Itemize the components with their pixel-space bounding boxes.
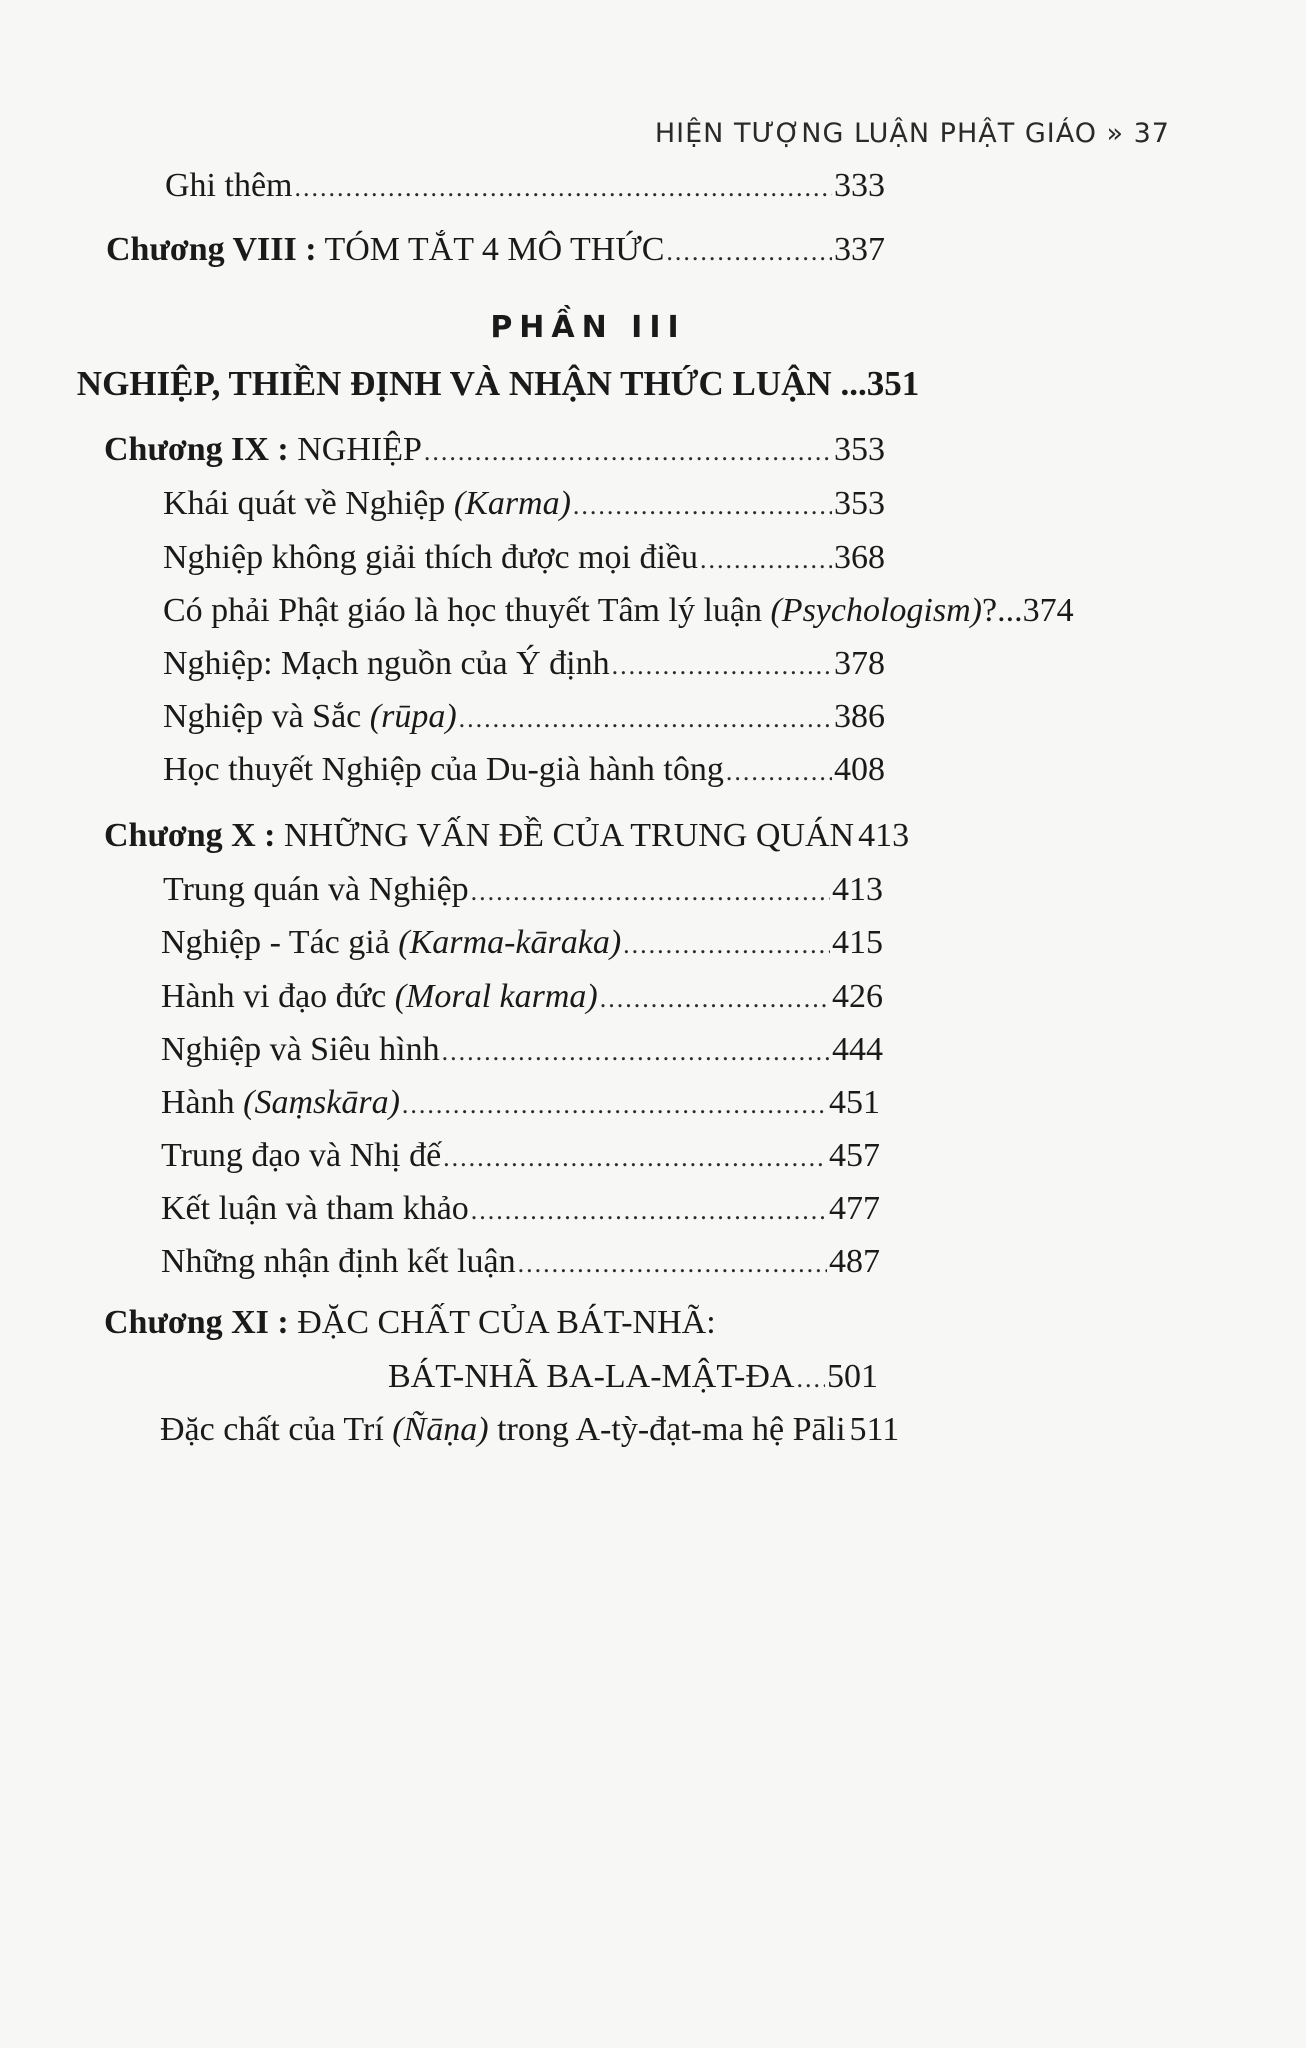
chapter-label xyxy=(106,228,664,272)
entry-label: Nghiệp: Mạch nguồn của Ý định xyxy=(163,645,610,682)
entry-label: Nghiệp - Tác giả (Karma-kāraka) xyxy=(161,924,622,961)
toc-chapter-entry xyxy=(104,814,910,860)
toc-chapter-entry xyxy=(106,228,885,274)
entry-label: BÁT-NHÃ BA-LA-MẬT-ĐA xyxy=(388,1358,795,1395)
dot-leader xyxy=(796,1357,825,1401)
page-number: 487 xyxy=(829,1243,880,1280)
dot-leader xyxy=(726,750,832,794)
dot-leader xyxy=(471,870,830,914)
toc-entry xyxy=(163,695,885,741)
dot-leader xyxy=(518,1242,827,1286)
toc-entry xyxy=(161,1028,883,1074)
toc-entry xyxy=(163,482,885,528)
chapter-number: Chương IX : xyxy=(104,431,289,468)
entry-label: Những nhận định kết luận xyxy=(161,1243,516,1280)
dot-leader xyxy=(600,977,830,1021)
page-number: 333 xyxy=(834,167,885,204)
toc-entry xyxy=(163,868,883,914)
page-number: 444 xyxy=(832,1031,883,1068)
page-number: 353 xyxy=(834,485,885,522)
chapter-number: Chương VIII : xyxy=(106,231,317,268)
chapter-title: NGHIỆP xyxy=(288,431,422,468)
dot-leader xyxy=(402,1083,827,1127)
entry-label: Nghiệp không giải thích được mọi điều xyxy=(163,539,698,576)
toc-entry xyxy=(161,921,883,967)
entry-label: Nghiệp và Sắc (rūpa) xyxy=(163,698,457,735)
page-number: 451 xyxy=(829,1084,880,1121)
entry-italic-term: (Moral karma) xyxy=(394,978,598,1015)
toc-entry xyxy=(163,536,885,582)
toc-entry xyxy=(161,1187,880,1233)
toc-entry xyxy=(165,164,885,210)
toc-entry xyxy=(163,642,885,688)
page-number: 378 xyxy=(834,645,885,682)
part-subtitle: NGHIỆP, THIỀN ĐỊNH VÀ NHẬN THỨC LUẬN ...351 xyxy=(76,364,920,403)
dot-leader xyxy=(471,1189,827,1233)
entry-italic-term: (Psychologism) xyxy=(770,592,982,629)
page-number: 457 xyxy=(829,1137,880,1174)
page-number: 337 xyxy=(834,231,885,268)
toc-entry xyxy=(161,1081,880,1127)
part-title: PHẦN III xyxy=(490,310,686,345)
toc-entry xyxy=(161,1134,880,1180)
chapter-number: Chương XI : xyxy=(104,1304,289,1341)
page-number: 426 xyxy=(832,978,883,1015)
page-number: 415 xyxy=(832,924,883,961)
entry-label: Kết luận và tham khảo xyxy=(161,1190,469,1227)
page-number: 501 xyxy=(827,1358,878,1395)
chapter-label xyxy=(104,814,854,858)
chapter-title: NHỮNG VẤN ĐỀ CỦA TRUNG QUÁN xyxy=(275,817,855,854)
entry-italic-term: (rūpa) xyxy=(369,698,457,735)
entry-label: Có phải Phật giáo là học thuyết Tâm lý luận (Psychologism)? xyxy=(163,592,998,629)
page-number: 413 xyxy=(858,817,910,854)
running-header: HIỆN TƯỢNG LUẬN PHẬT GIÁO » 37 xyxy=(654,118,1170,149)
chapter-label xyxy=(104,428,422,472)
page-number: 511 xyxy=(849,1411,900,1448)
entry-label: Khái quát về Nghiệp (Karma) xyxy=(163,485,571,522)
entry-label: Ghi thêm xyxy=(165,167,293,204)
dot-leader xyxy=(424,430,832,474)
dot-leader xyxy=(294,166,832,210)
toc-entry xyxy=(160,1408,900,1454)
entry-label: Học thuyết Nghiệp của Du-già hành tông xyxy=(163,751,724,788)
page-number: 353 xyxy=(834,431,885,468)
page-number: ...374 xyxy=(997,592,1074,629)
entry-italic-term: (Ñāṇa) xyxy=(392,1411,489,1448)
dot-leader xyxy=(623,923,830,967)
dot-leader xyxy=(666,230,832,274)
dot-leader xyxy=(700,538,832,582)
page-number: 386 xyxy=(834,698,885,735)
entry-italic-term: (Saṃskāra) xyxy=(243,1084,400,1121)
toc-entry xyxy=(161,975,883,1021)
entry-label: Đặc chất của Trí (Ñāṇa) trong A-tỳ-đạt-ma hệ Pāli xyxy=(160,1411,846,1448)
page-number: 368 xyxy=(834,539,885,576)
entry-label: Nghiệp và Siêu hình xyxy=(161,1031,440,1068)
entry-italic-term: (Karma) xyxy=(453,485,571,522)
entry-label: Trung đạo và Nhị đế xyxy=(161,1137,442,1174)
chapter-title: TÓM TẮT 4 MÔ THỨC xyxy=(316,231,665,268)
entry-label: Hành vi đạo đức (Moral karma) xyxy=(161,978,598,1015)
toc-chapter-entry xyxy=(104,428,885,474)
toc-entry xyxy=(388,1355,878,1401)
dot-leader xyxy=(459,697,832,741)
dot-leader xyxy=(443,1136,827,1180)
toc-chapter-entry xyxy=(104,1301,716,1345)
dot-leader xyxy=(612,644,832,688)
entry-label: Hành (Saṃskāra) xyxy=(161,1084,400,1121)
entry-label: Trung quán và Nghiệp xyxy=(163,871,469,908)
toc-entry xyxy=(163,589,1074,633)
toc-entry xyxy=(161,1240,880,1286)
chapter-number: Chương X : xyxy=(104,817,276,854)
entry-italic-term: (Karma-kāraka) xyxy=(398,924,622,961)
page-number: 408 xyxy=(834,751,885,788)
chapter-label xyxy=(104,1301,716,1345)
page-number: 413 xyxy=(832,871,883,908)
chapter-title: ĐẶC CHẤT CỦA BÁT-NHÃ: xyxy=(288,1304,716,1341)
dot-leader xyxy=(442,1030,830,1074)
page-number: 477 xyxy=(829,1190,880,1227)
toc-entry xyxy=(163,748,885,794)
dot-leader xyxy=(573,484,832,528)
